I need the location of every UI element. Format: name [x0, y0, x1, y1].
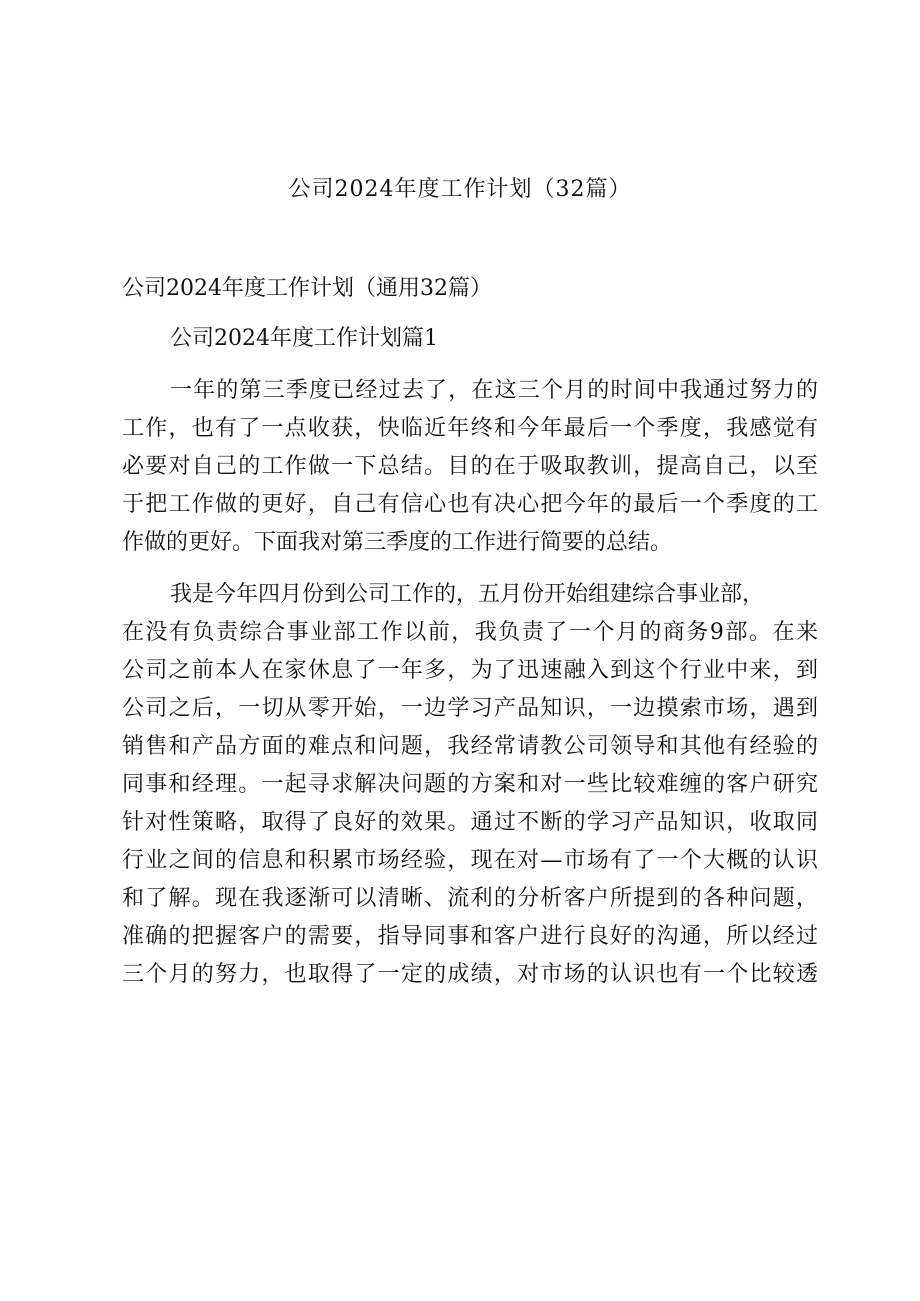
paragraph-line: 针对性策略，取得了良好的效果。通过不断的学习产品知识，收取同	[122, 810, 818, 835]
paragraph-line: 同事和经理。一起寻求解决问题的方案和对一些比较难缠的客户研究	[122, 772, 818, 797]
paragraph-line: 和了解。现在我逐渐可以清晰、流利的分析客户所提到的各种问题，	[122, 886, 818, 911]
paragraph-line: 一年的第三季度已经过去了，在这三个月的时间中我通过努力的	[170, 378, 818, 403]
paragraph-line: 公司之后，一切从零开始，一边学习产品知识，一边摸索市场，遇到	[122, 696, 818, 721]
paragraph-line: 公司之前本人在家休息了一年多，为了迅速融入到这个行业中来，到	[122, 658, 818, 683]
paragraph-line: 工作，也有了一点收获，快临近年终和今年最后一个季度，我感觉有	[122, 416, 818, 441]
paragraph-line: 于把工作做的更好，自己有信心也有决心把今年的最后一个季度的工	[122, 492, 818, 517]
paragraph-2	[122, 576, 818, 994]
paragraph-line: 销售和产品方面的难点和问题，我经常请教公司领导和其他有经验的	[122, 734, 818, 759]
section-title: 公司2024年度工作计划篇1	[170, 326, 438, 351]
document-subtitle: 公司2024年度工作计划（通用32篇）	[122, 276, 492, 301]
paragraph-line: 作做的更好。下面我对第三季度的工作进行简要的总结。	[122, 530, 673, 555]
paragraph-line: 准确的把握客户的需要，指导同事和客户进行良好的沟通，所以经过	[122, 924, 818, 949]
paragraph-line: 三个月的努力，也取得了一定的成绩，对市场的认识也有一个比较透	[122, 962, 818, 987]
paragraph-line: 我是今年四月份到公司工作的，五月份开始组建综合事业部，	[170, 582, 765, 607]
paragraph-line: 行业之间的信息和积累市场经验，现在对—市场有了一个大概的认识	[122, 848, 818, 873]
document-title: 公司2024年度工作计划（32篇）	[288, 177, 632, 202]
paragraph-line: 必要对自己的工作做一下总结。目的在于吸取教训，提高自己，以至	[122, 454, 818, 479]
paragraph-1	[122, 372, 818, 562]
paragraph-line: 在没有负责综合事业部工作以前，我负责了一个月的商务9部。在来	[122, 620, 818, 645]
document-body	[122, 270, 818, 994]
